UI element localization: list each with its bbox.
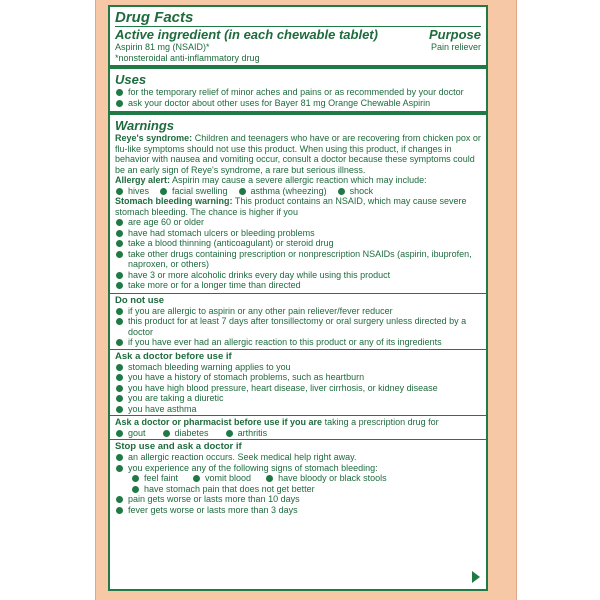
list-item: stomach bleeding warning applies to you bbox=[115, 362, 481, 373]
active-footnote: *nonsteroidal anti-inflammatory drug bbox=[115, 52, 260, 63]
uses-heading: Uses bbox=[115, 72, 147, 87]
bullet-icon bbox=[239, 188, 246, 195]
bullet-icon bbox=[132, 475, 139, 482]
ask-pharmacist-section bbox=[110, 415, 486, 439]
do-not-use-section bbox=[110, 293, 486, 349]
bullet-icon bbox=[116, 100, 123, 107]
list-item: you have a history of stomach problems, such as heartburn bbox=[115, 372, 481, 383]
continue-arrow-icon bbox=[472, 571, 480, 583]
bullet-icon bbox=[116, 89, 123, 96]
drug-facts-header bbox=[110, 7, 486, 67]
list-item: this product for at least 7 days after tonsillectomy or oral surgery unless directed by a doctor bbox=[115, 316, 481, 337]
bullet-icon bbox=[160, 188, 167, 195]
bullet-icon bbox=[116, 272, 123, 279]
active-ingredient-heading: Active ingredient (in each chewable tablet) bbox=[115, 27, 378, 42]
list-item: you have asthma bbox=[115, 404, 481, 415]
bullet-icon bbox=[116, 496, 123, 503]
list-item: have had stomach ulcers or bleeding problems bbox=[115, 228, 481, 239]
list-item: take more or for a longer time than directed bbox=[115, 280, 481, 291]
bullet-icon bbox=[116, 282, 123, 289]
bullet-icon bbox=[116, 430, 123, 437]
list-item: ask your doctor about other uses for Bayer 81 mg Orange Chewable Aspirin bbox=[115, 98, 481, 109]
stop-use-section bbox=[110, 439, 486, 516]
bullet-icon bbox=[116, 219, 123, 226]
list-item: for the temporary relief of minor aches and pains or as recommended by your doctor bbox=[115, 87, 481, 98]
bullet-icon bbox=[226, 430, 233, 437]
allergy-alert: Allergy alert: Aspirin may cause a severe allergic reaction which may include: bbox=[115, 175, 427, 185]
stop-use-heading: Stop use and ask a doctor if bbox=[115, 441, 242, 452]
bullet-icon bbox=[116, 308, 123, 315]
bullet-icon bbox=[132, 486, 139, 493]
bullet-icon bbox=[116, 251, 123, 258]
list-item: you have high blood pressure, heart disease, liver cirrhosis, or kidney disease bbox=[115, 383, 481, 394]
bullet-icon bbox=[116, 454, 123, 461]
bullet-icon bbox=[116, 465, 123, 472]
allergy-list: hives facial swelling asthma (wheezing) shock bbox=[115, 186, 481, 197]
bullet-icon bbox=[116, 395, 123, 402]
bullet-icon bbox=[116, 364, 123, 371]
bullet-icon bbox=[116, 318, 123, 325]
pharmacist-list: gout diabetes arthritis bbox=[115, 428, 481, 439]
bullet-icon bbox=[163, 430, 170, 437]
purpose-value: Pain reliever bbox=[430, 42, 481, 52]
list-item: are age 60 or older bbox=[115, 217, 481, 228]
ask-doctor-section bbox=[110, 349, 486, 416]
bullet-icon bbox=[193, 475, 200, 482]
active-ingredient: Aspirin 81 mg (NSAID)* bbox=[115, 42, 210, 52]
bullet-icon bbox=[116, 240, 123, 247]
list-item: if you are allergic to aspirin or any other pain reliever/fever reducer bbox=[115, 306, 481, 317]
bullet-icon bbox=[116, 507, 123, 514]
ask-doctor-heading: Ask a doctor before use if bbox=[115, 350, 232, 362]
bleeding-signs-list: feel faint vomit blood have bloody or black stools bbox=[115, 473, 481, 484]
bullet-icon bbox=[116, 385, 123, 392]
bullet-icon bbox=[338, 188, 345, 195]
bullet-icon bbox=[116, 339, 123, 346]
warnings-section bbox=[110, 115, 486, 516]
bullet-icon bbox=[116, 188, 123, 195]
list-item: take other drugs containing prescription or nonprescription NSAIDs (aspirin, ibuprofen, naproxen, or others) bbox=[115, 249, 481, 270]
list-item: fever gets worse or lasts more than 3 days bbox=[115, 505, 481, 516]
list-item: pain gets worse or lasts more than 10 days bbox=[115, 494, 481, 505]
bullet-icon bbox=[116, 374, 123, 381]
list-item: if you have ever had an allergic reaction to this product or any of its ingredients bbox=[115, 337, 481, 348]
bullet-icon bbox=[116, 230, 123, 237]
do-not-use-heading: Do not use bbox=[115, 294, 165, 306]
list-item: you experience any of the following signs of stomach bleeding: bbox=[115, 463, 481, 474]
uses-section bbox=[110, 67, 486, 115]
list-item: you are taking a diuretic bbox=[115, 393, 481, 404]
list-item: an allergic reaction occurs. Seek medical help right away. bbox=[115, 452, 481, 463]
ask-pharmacist-text: Ask a doctor or pharmacist before use if you are taking a prescription drug for bbox=[115, 417, 439, 427]
drug-facts-title: Drug Facts bbox=[115, 9, 194, 26]
bullet-icon bbox=[116, 406, 123, 413]
stomach-bleeding-warning: Stomach bleeding warning: This product contains an NSAID, which may cause severe stomach bleeding. The chance is higher if you bbox=[115, 196, 467, 217]
list-item: have stomach pain that does not get better bbox=[115, 484, 481, 495]
drug-facts-panel bbox=[108, 5, 488, 591]
reye-warning: Reye's syndrome: Children and teenagers who have or are recovering from chicken pox or flu-like symptoms should not use this product. When using this product, if changes in behavior with nausea and vomiting occur, consult a doctor because these symptoms could be an early sign of Reye's syndrome, a rare but serious illness. bbox=[115, 133, 481, 175]
bullet-icon bbox=[266, 475, 273, 482]
list-item: have 3 or more alcoholic drinks every day while using this product bbox=[115, 270, 481, 281]
list-item: take a blood thinning (anticoagulant) or steroid drug bbox=[115, 238, 481, 249]
warnings-heading: Warnings bbox=[115, 118, 174, 133]
purpose-heading: Purpose bbox=[428, 27, 481, 42]
